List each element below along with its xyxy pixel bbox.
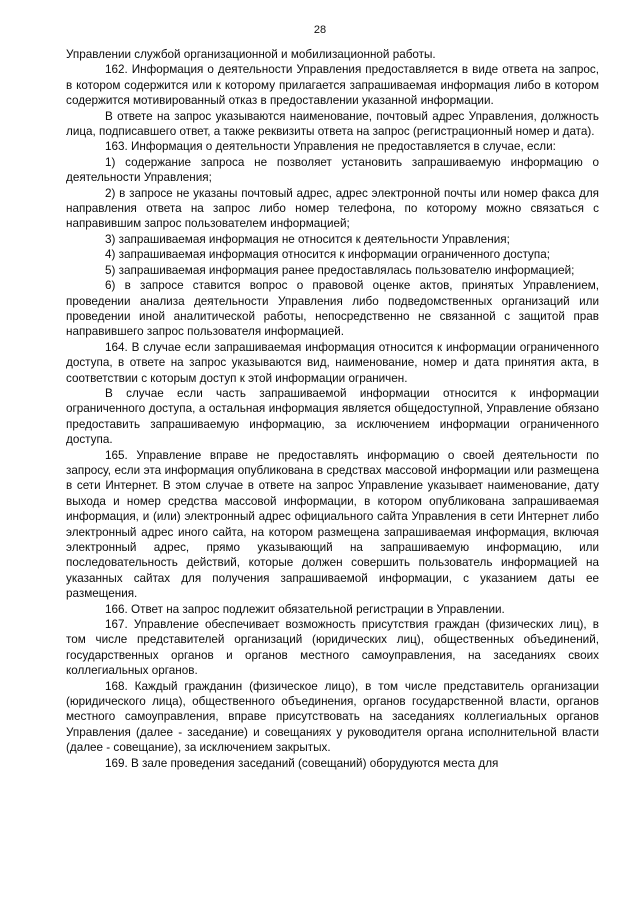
paragraph: Управлении службой организационной и мобилизационной работы. xyxy=(66,48,436,61)
page-number: 28 xyxy=(313,24,327,36)
paragraph: 166. Ответ на запрос подлежит обязательной регистрации в Управлении. xyxy=(105,602,505,616)
paragraph: 164. В случае если запрашиваемая информация относится к информации ограниченного доступа, в ответе на запрос указываются вид, наименование, номер и дата принятия акта, в соответствии с которым доступ к этой информации ограничен. xyxy=(66,340,599,385)
paragraph: 167. Управление обеспечивает возможность присутствия граждан (физических лиц), в том числе представителей организаций (юридических лиц), общественных объединений, государственных органов и органов местного самоуправления, на заседаниях своих коллегиальных органов. xyxy=(66,618,599,678)
paragraph: В случае если часть запрашиваемой информации относится к информации ограниченного доступа, а остальная информация является общедоступной, Управление обязано предоставить запрашиваемую информацию, за исключением информации ограниченного доступа. xyxy=(66,386,599,447)
paragraph: 162. Информация о деятельности Управления предоставляется в виде ответа на запрос, в котором содержится или к которому прилагается запрашиваемая информация либо в котором содержится мотивированный отказ в предоставлении указанной информации. xyxy=(66,63,599,108)
paragraph: 165. Управление вправе не предоставлять информацию о своей деятельности по запросу, если эта информация опубликована в средствах массовой информации или размещена в сети Интернет. В этом случае в ответе на запрос Управление указывает наименование, дату выхода и номер средства массовой информации, в котором опубликована запрашиваемая информация, и (или) электронный адрес официального сайта Управления в сети Интернет либо электронный адрес иного сайта, на котором размещена запрашиваемая информация, включая электронный адрес, прямо указывающий на запрашиваемую информацию, или последовательность действий, которые должен совершить пользователь информацией на указанных сайтах для получения запрашиваемой информации, с указанием даты ее размещения. xyxy=(66,448,599,601)
paragraph: 1) содержание запроса не позволяет установить запрашиваемую информацию о деятельности Управления; xyxy=(66,155,599,185)
paragraph: 6) в запросе ставится вопрос о правовой оценке актов, принятых Управлением, проведении анализа деятельности Управления либо подведомственных организаций или проведении иной аналитической работы, непосредственно не связанной с защитой прав направившего запрос пользователя информацией. xyxy=(66,279,599,339)
paragraph: 168. Каждый гражданин (физическое лицо), в том числе представитель организации (юридического лица), общественного объединения, органов государственной власти, органов местного самоуправления, вправе присутствовать на заседаниях коллегиальных органов Управления (далее - заседание) и совещаниях у руководителя органа исполнительной власти (далее - совещание), за исключением закрытых. xyxy=(66,679,599,755)
paragraph: 4) запрашиваемая информация относится к информации ограниченного доступа; xyxy=(105,248,550,262)
paragraph: 169. В зале проведения заседаний (совещаний) оборудуются места для xyxy=(105,756,499,770)
paragraph: 2) в запросе не указаны почтовый адрес, адрес электронной почты или номер факса для направления ответа на запрос либо номер телефона, по которому можно связаться с направившим запрос пользователем информацией; xyxy=(66,186,599,231)
paragraph: 3) запрашиваемая информация не относится к деятельности Управления; xyxy=(105,232,510,246)
paragraph: В ответе на запрос указываются наименование, почтовый адрес Управления, должность лица, подписавшего ответ, а также реквизиты ответа на запрос (регистрационный номер и дата). xyxy=(66,109,599,139)
paragraph: 5) запрашиваемая информация ранее предоставлялась пользователю информацией; xyxy=(105,263,575,277)
document-body xyxy=(66,47,599,771)
paragraph: 163. Информация о деятельности Управления не предоставляется в случае, если: xyxy=(105,140,556,154)
